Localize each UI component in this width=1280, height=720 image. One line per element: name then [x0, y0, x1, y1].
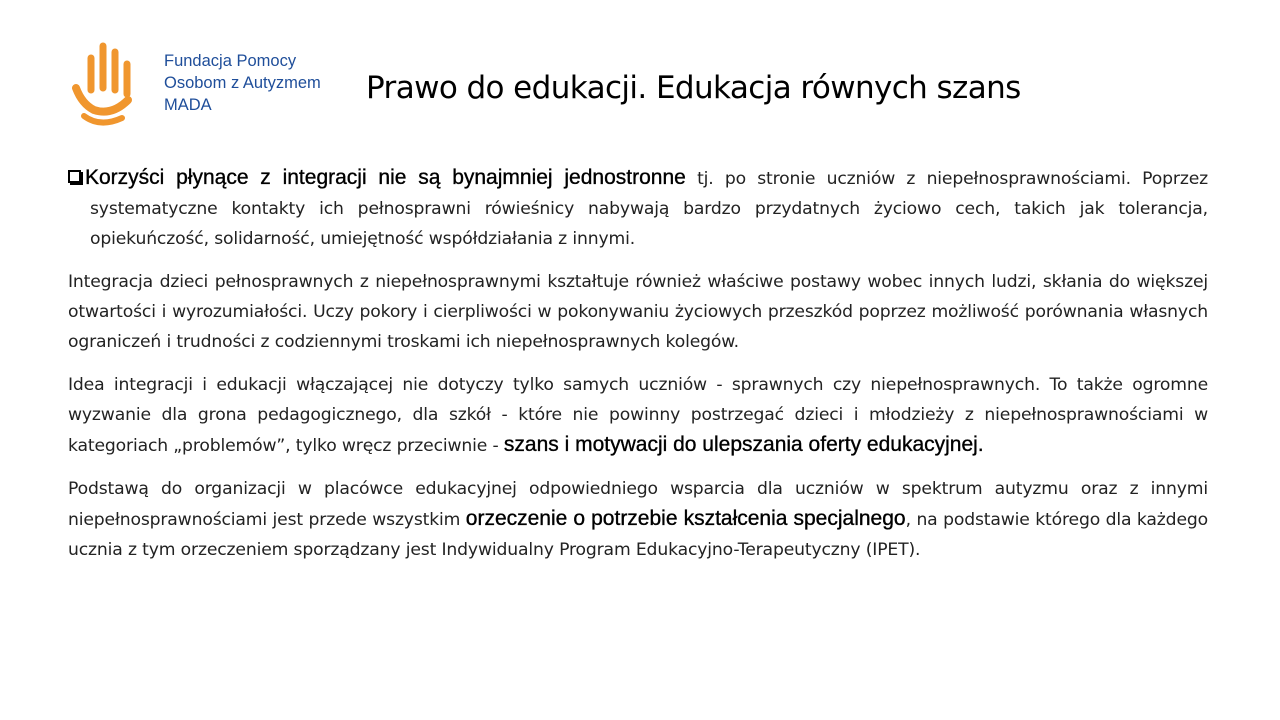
logo-line-1: Fundacja Pomocy: [164, 52, 297, 70]
paragraph-3-text-after: , na podstawie którego dla każdego ucznia z tym orzeczeniem sporządzany jest Indywidualny Program Edukacyjno-Terapeutyczny (IPET).: [68, 510, 1208, 560]
hand-icon: [70, 40, 138, 132]
bullet-paragraph: [68, 163, 1208, 254]
slide-title: Prawo do edukacji. Edukacja równych szans: [366, 70, 1021, 106]
paragraph-1: Integracja dzieci pełnosprawnych z niepełnosprawnymi kształtuje również właściwe postawy wobec innych ludzi, skłania do większej otwartości i wyrozumiałości. Uczy pokory i cierpliwości w pokonywaniu życiowych przeszkód poprzez możliwość porównania własnych ograniczeń i trudności z codziennymi troskami ich niepełnosprawnych kolegów.: [68, 272, 1208, 352]
foundation-logo: [70, 40, 360, 132]
paragraph-2-text: Idea integracji i edukacji włączającej nie dotyczy tylko samych uczniów - sprawnych czy niepełnosprawnych. To także ogromne wyzwanie dla grona pedagogicznego, dla szkół - które nie powinny postrzegać dzieci i młodzieży z niepełnosprawnościami w kategoriach „problemów”, tylko wręcz przeciwnie -: [68, 375, 1208, 456]
paragraph-3-text-before: Podstawą do organizacji w placówce edukacyjnej odpowiedniego wsparcia dla uczniów w spektrum autyzmu oraz z innymi niepełnosprawnościami jest przede wszystkim: [68, 479, 1208, 530]
bullet-emphasis: Korzyści płynące z integracji nie są bynajmniej jednostronne: [85, 166, 686, 189]
logo-line-3: MADA: [164, 96, 212, 114]
slide-content: [68, 163, 1208, 578]
paragraph-3-emphasis: orzeczenie o potrzebie kształcenia specjalnego: [465, 507, 906, 530]
logo-text: [164, 50, 321, 116]
paragraph-2-emphasis: szans i motywacji do ulepszania oferty edukacyjnej.: [503, 433, 984, 456]
paragraph-2: [68, 370, 1208, 461]
paragraph-3: [68, 474, 1208, 565]
logo-line-2: Osobom z Autyzmem: [164, 74, 321, 92]
bullet-text: tj. po stronie uczniów z niepełnosprawnościami. Poprzez systematyczne kontakty ich pełnosprawni rówieśnicy nabywają bardzo przydatnych życiowo cech, takich jak tolerancja, opiekuńczość, solidarność, umiejętność współdziałania z innymi.: [90, 169, 1208, 249]
checkbox-bullet-icon: [68, 170, 81, 183]
